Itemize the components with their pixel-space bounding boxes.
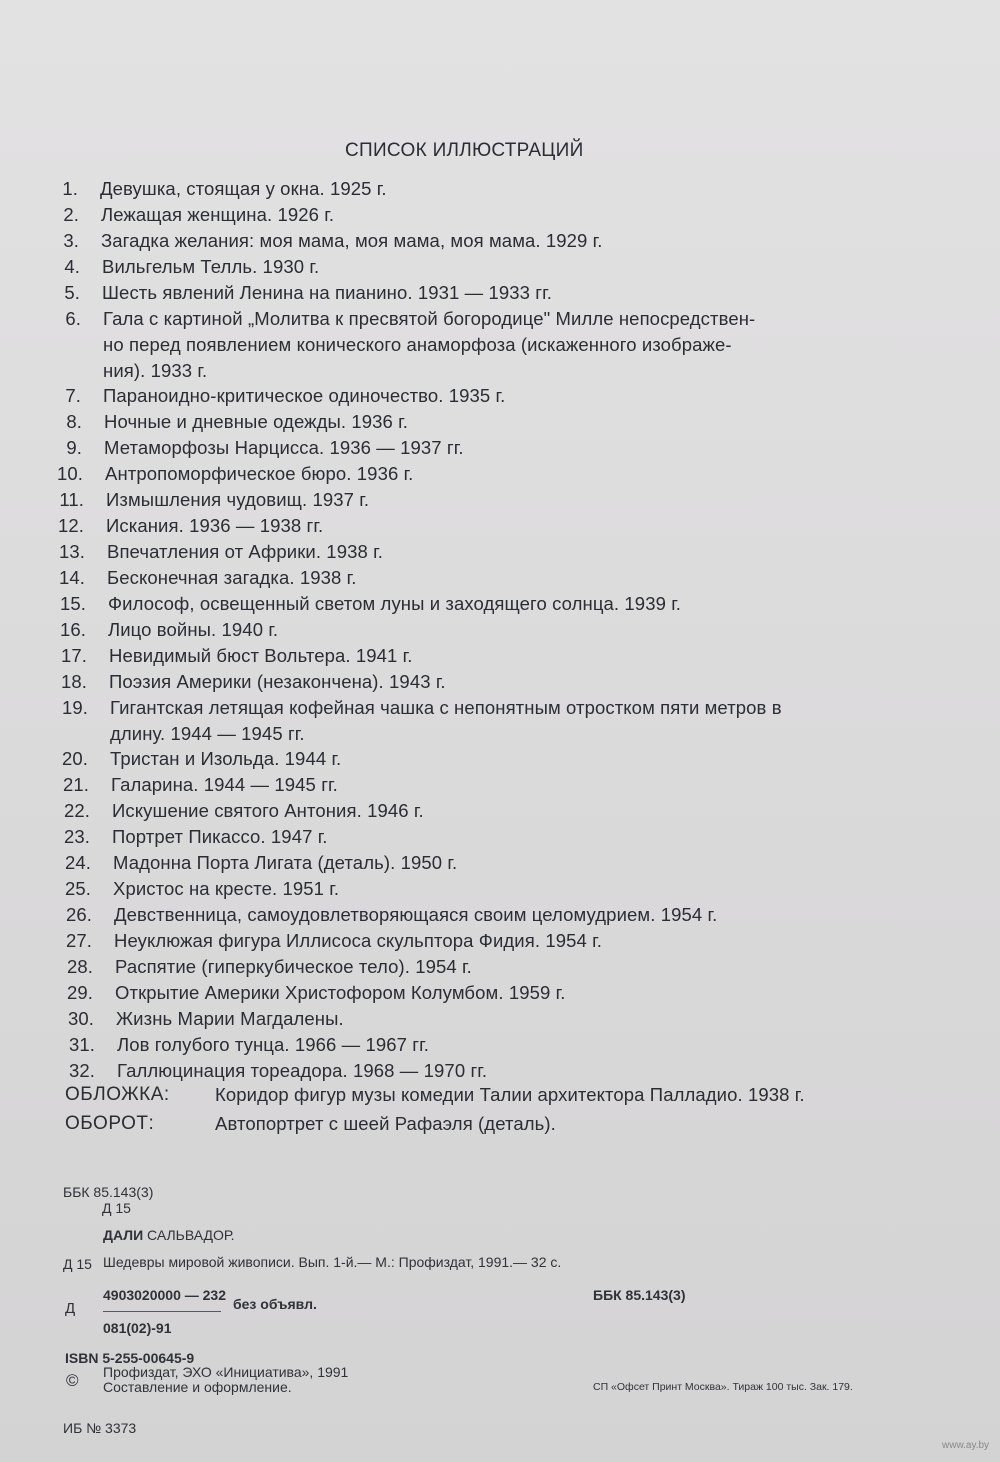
list-item-line: Философ, освещенный светом луны и заходящего солнца. 1939 г. bbox=[108, 593, 682, 614]
list-item-line: Лицо войны. 1940 г. bbox=[108, 619, 279, 640]
cover-text: Коридор фигур музы комедии Талии архитектора Палладио. 1938 г. bbox=[215, 1084, 805, 1105]
list-item-text bbox=[107, 539, 897, 565]
list-item-text bbox=[104, 435, 894, 461]
list-item-number: 12. bbox=[57, 515, 84, 536]
list-item-text bbox=[113, 850, 903, 876]
list-item-number: 9. bbox=[66, 437, 82, 458]
catalog-code-bottom: 081(02)-91 bbox=[103, 1320, 172, 1336]
isbn: ISBN 5-255-00645-9 bbox=[65, 1350, 195, 1366]
list-item-line: Бесконечная загадка. 1938 г. bbox=[107, 567, 357, 588]
list-item-line: Портрет Пикассо. 1947 г. bbox=[112, 826, 328, 847]
list-item-line: Девушка, стоящая у окна. 1925 г. bbox=[100, 178, 387, 199]
d15-top: Д 15 bbox=[102, 1200, 131, 1216]
list-item-text bbox=[110, 746, 900, 772]
list-item-number: 21. bbox=[62, 774, 89, 795]
list-item-line: Галарина. 1944 — 1945 гг. bbox=[111, 774, 338, 795]
list-item-number: 3. bbox=[63, 230, 79, 251]
author-line bbox=[103, 1227, 234, 1243]
list-item-line: Метаморфозы Нарцисса. 1936 — 1937 гг. bbox=[104, 437, 464, 458]
list-item-number: 17. bbox=[60, 645, 87, 666]
list-item-text bbox=[106, 513, 896, 539]
list-item-number: 14. bbox=[58, 567, 85, 588]
list-item-text bbox=[101, 228, 891, 254]
list-item-text bbox=[112, 824, 902, 850]
d-letter: Д bbox=[65, 1300, 76, 1317]
list-item-text bbox=[114, 928, 904, 954]
list-item-number: 30. bbox=[67, 1008, 94, 1029]
author-surname: ДАЛИ bbox=[103, 1227, 144, 1243]
list-item-number: 8. bbox=[66, 411, 82, 432]
list-item-number: 18. bbox=[60, 671, 87, 692]
list-item-text bbox=[102, 280, 892, 306]
list-item-text bbox=[102, 254, 892, 280]
ib-number: ИБ № 3373 bbox=[63, 1420, 137, 1436]
list-item-line: Открытие Америки Христофором Колумбом. 1959 г. bbox=[115, 982, 566, 1003]
list-item-line: Измышления чудовищ. 1937 г. bbox=[106, 489, 370, 510]
list-item-line: Жизнь Марии Магдалены. bbox=[116, 1008, 344, 1029]
list-item-line: Христос на кресте. 1951 г. bbox=[113, 878, 340, 899]
list-item-text bbox=[109, 643, 899, 669]
list-item-line: Параноидно-критическое одиночество. 1935 г. bbox=[103, 385, 506, 406]
list-item-text bbox=[111, 772, 901, 798]
list-item-text bbox=[117, 1058, 907, 1084]
list-item-number: 19. bbox=[61, 697, 88, 718]
bbk-code-right: ББК 85.143(3) bbox=[593, 1287, 686, 1303]
list-item-line: Мадонна Порта Лигата (деталь). 1950 г. bbox=[113, 852, 458, 873]
list-item-line: Девственница, самоудовлетворяющаяся своим целомудрием. 1954 г. bbox=[114, 904, 718, 925]
list-item-line: Поэзия Америки (незакончена). 1943 г. bbox=[109, 671, 446, 692]
list-item-number: 23. bbox=[63, 826, 90, 847]
list-item-number: 11. bbox=[59, 489, 84, 510]
list-item-number: 26. bbox=[65, 904, 92, 925]
list-item-line: Антропоморфическое бюро. 1936 г. bbox=[105, 463, 414, 484]
back-label: ОБОРОТ: bbox=[65, 1113, 155, 1134]
list-item-line: Лов голубого тунца. 1966 — 1967 гг. bbox=[117, 1034, 429, 1055]
list-item-line: Ночные и дневные одежды. 1936 г. bbox=[104, 411, 408, 432]
list-item-line: Искушение святого Антония. 1946 г. bbox=[112, 800, 424, 821]
list-item-text bbox=[108, 591, 898, 617]
list-item-number: 1. bbox=[62, 178, 78, 199]
list-item-text bbox=[100, 176, 890, 202]
list-item-line: Неуклюжая фигура Иллисоса скульптора Фидия. 1954 г. bbox=[114, 930, 602, 951]
list-item-line: Загадка желания: моя мама, моя мама, моя мама. 1929 г. bbox=[101, 230, 603, 251]
list-item-number: 5. bbox=[64, 282, 80, 303]
no-announce: без объявл. bbox=[233, 1296, 317, 1312]
list-item-text bbox=[112, 798, 902, 824]
d15-left: Д 15 bbox=[63, 1256, 92, 1272]
list-item-line: но перед появлением конического анаморфоза (искаженного изображе- bbox=[103, 334, 732, 355]
list-item-text bbox=[104, 409, 894, 435]
list-item-line: длину. 1944 — 1945 гг. bbox=[110, 723, 305, 744]
author-name: САЛЬВАДОР. bbox=[143, 1227, 235, 1243]
list-item-number: 13. bbox=[58, 541, 85, 562]
list-item-text bbox=[115, 954, 905, 980]
list-item-line: Гигантская летящая кофейная чашка с непонятным отростком пяти метров в bbox=[110, 697, 782, 718]
list-item-text bbox=[116, 1006, 906, 1032]
back-text: Автопортрет с шеей Рафаэля (деталь). bbox=[215, 1113, 556, 1134]
list-item-text bbox=[101, 202, 891, 228]
list-item-text bbox=[113, 876, 903, 902]
list-item-text bbox=[117, 1032, 907, 1058]
list-item-number: 16. bbox=[59, 619, 86, 640]
list-item-number: 10. bbox=[56, 463, 83, 484]
list-item-line: Галлюцинация тореадора. 1968 — 1970 гг. bbox=[117, 1060, 488, 1081]
list-item-text bbox=[105, 461, 895, 487]
list-item-line: Вильгельм Телль. 1930 г. bbox=[102, 256, 320, 277]
list-item-number: 31. bbox=[68, 1034, 95, 1055]
list-item-number: 29. bbox=[66, 982, 93, 1003]
fraction-divider bbox=[103, 1311, 221, 1312]
list-item-text bbox=[107, 565, 897, 591]
list-item-number: 32. bbox=[68, 1060, 95, 1081]
bbk-code-top: ББК 85.143(3) bbox=[63, 1184, 154, 1200]
list-item-number: 15. bbox=[59, 593, 86, 614]
list-item-text bbox=[103, 306, 893, 384]
list-item-text bbox=[103, 383, 893, 409]
watermark: www.ay.by bbox=[942, 1440, 990, 1451]
list-item-text bbox=[110, 695, 900, 747]
book-description: Шедевры мировой живописи. Вып. 1-й.— М.: Профиздат, 1991.— 32 с. bbox=[103, 1254, 562, 1270]
list-item-number: 24. bbox=[64, 852, 91, 873]
list-item-text bbox=[106, 487, 896, 513]
list-item-number: 28. bbox=[66, 956, 93, 977]
list-item-number: 6. bbox=[65, 308, 81, 329]
copyright-line-2: Составление и оформление. bbox=[103, 1379, 292, 1395]
list-item-line: Гала с картиной „Молитва к пресвятой богородице" Милле непосредствен- bbox=[103, 308, 756, 329]
copyright-line-1: Профиздат, ЭХО «Инициатива», 1991 bbox=[103, 1364, 349, 1380]
catalog-code-top: 4903020000 — 232 bbox=[103, 1287, 226, 1303]
list-item-line: Тристан и Изольда. 1944 г. bbox=[110, 748, 342, 769]
list-item-text bbox=[108, 617, 898, 643]
list-item-number: 4. bbox=[64, 256, 80, 277]
list-item-line: ния). 1933 г. bbox=[103, 360, 208, 381]
printer-line: СП «Офсет Принт Москва». Тираж 100 тыс. Зак. 179. bbox=[593, 1381, 853, 1393]
list-item-number: 27. bbox=[65, 930, 92, 951]
copyright-icon: © bbox=[66, 1371, 79, 1390]
list-item-line: Распятие (гиперкубическое тело). 1954 г. bbox=[115, 956, 472, 977]
list-item-text bbox=[114, 902, 904, 928]
list-item-text bbox=[115, 980, 905, 1006]
list-item-line: Лежащая женщина. 1926 г. bbox=[101, 204, 335, 225]
list-item-number: 20. bbox=[61, 748, 88, 769]
list-item-number: 25. bbox=[64, 878, 91, 899]
list-item-number: 22. bbox=[63, 800, 90, 821]
list-item-line: Впечатления от Африки. 1938 г. bbox=[107, 541, 383, 562]
list-item-line: Невидимый бюст Вольтера. 1941 г. bbox=[109, 645, 413, 666]
list-item-line: Шесть явлений Ленина на пианино. 1931 — 1933 гг. bbox=[102, 282, 552, 303]
list-item-number: 7. bbox=[65, 385, 81, 406]
list-item-number: 2. bbox=[63, 204, 79, 225]
cover-label: ОБЛОЖКА: bbox=[65, 1084, 170, 1105]
list-item-text bbox=[109, 669, 899, 695]
page-title: СПИСОК ИЛЛЮСТРАЦИЙ bbox=[345, 140, 584, 161]
list-item-line: Искания. 1936 — 1938 гг. bbox=[106, 515, 324, 536]
